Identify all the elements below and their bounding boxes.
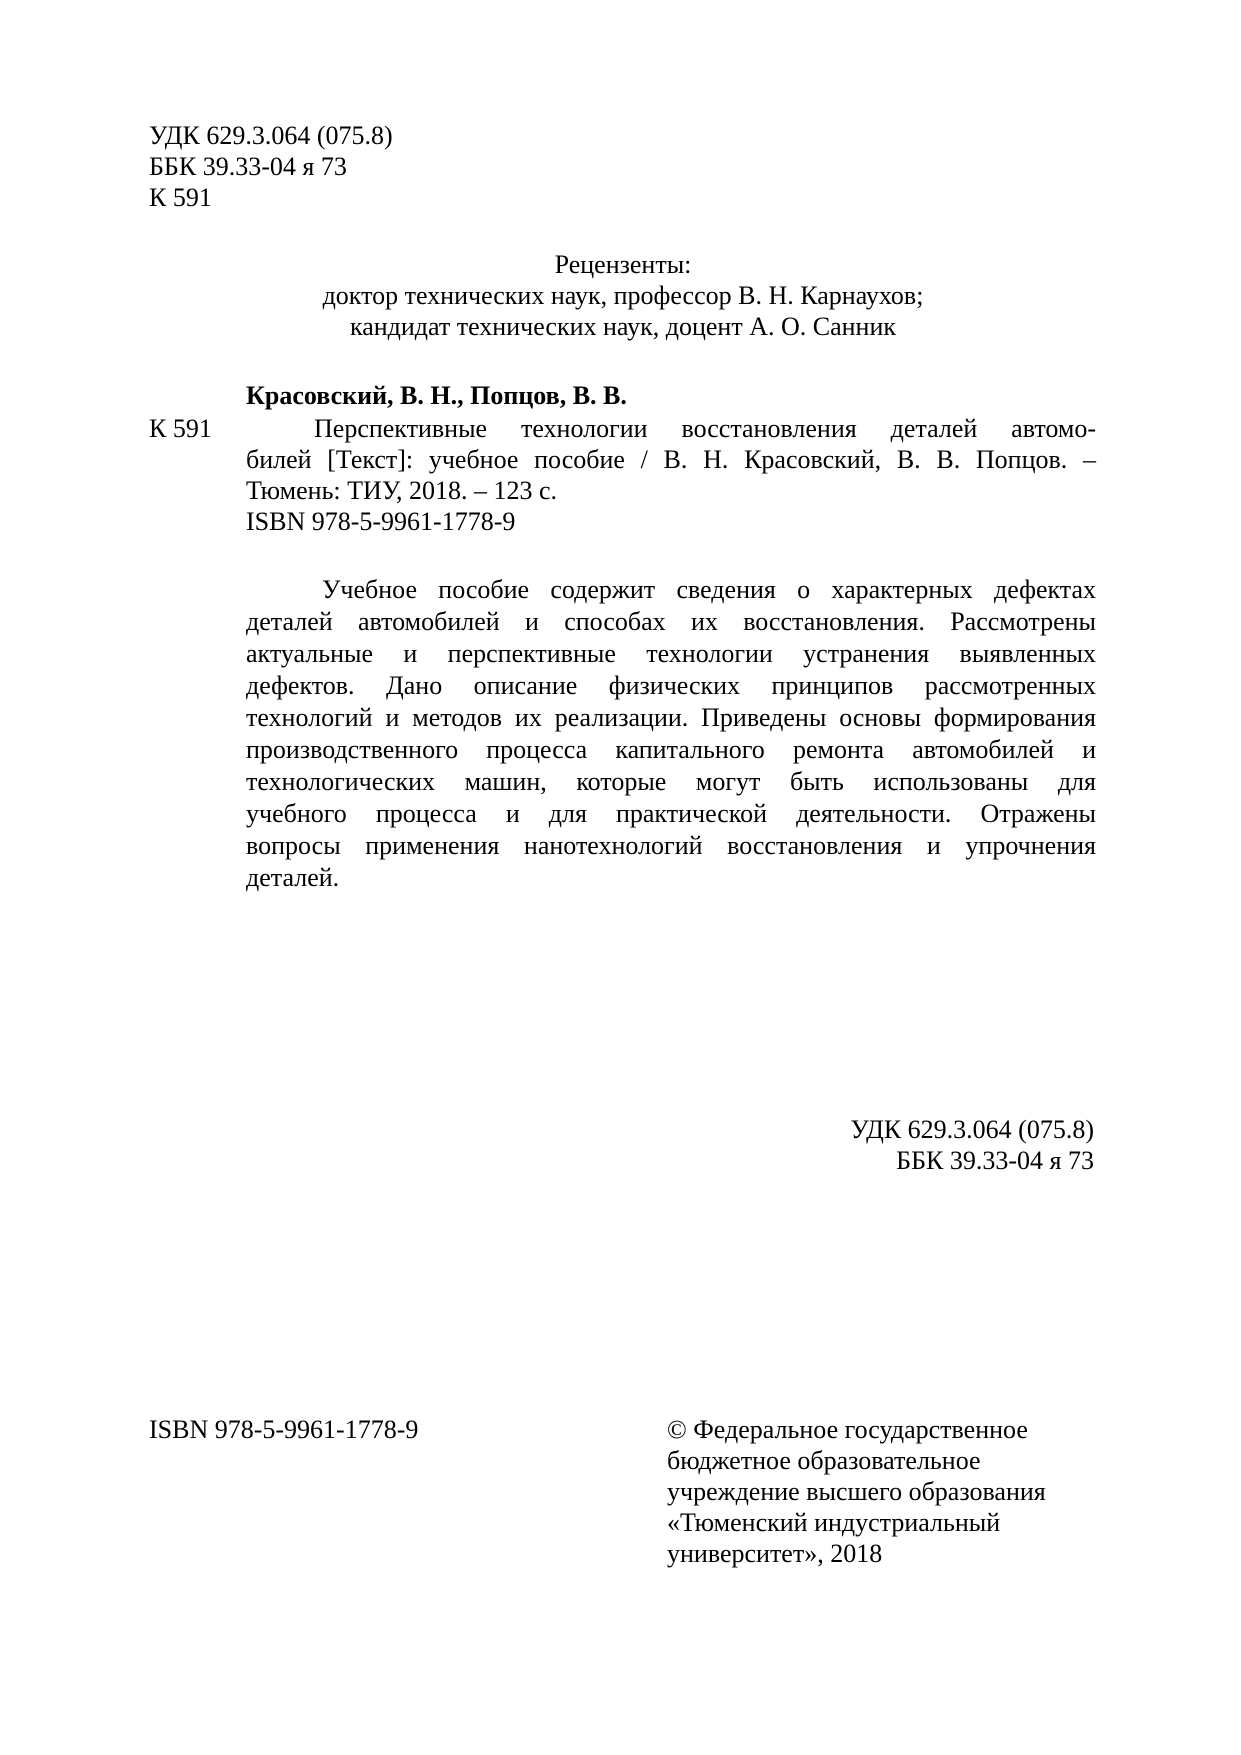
annotation-line: деталей. bbox=[246, 863, 340, 892]
reviewer-line: доктор технических наук, профессор В. Н. Карнаухов; bbox=[322, 281, 924, 310]
copyright-notice bbox=[667, 1414, 1046, 1569]
index-codes-right bbox=[850, 1114, 1094, 1176]
annotation-paragraph bbox=[246, 574, 1096, 894]
cutter-code: К 591 bbox=[149, 183, 212, 212]
bbk-code: ББК 39.33-04 я 73 bbox=[149, 152, 347, 181]
bib-isbn: ISBN 978-5-9961-1778-9 bbox=[246, 507, 516, 536]
bib-line: билей [Текст]: учебное пособие / В. Н. Красовский, В. В. Попцов. – bbox=[246, 445, 1096, 474]
bib-cutter-code: К 591 bbox=[149, 414, 212, 443]
bbk-code-right: ББК 39.33-04 я 73 bbox=[896, 1146, 1094, 1175]
copyright-line: университет», 2018 bbox=[667, 1539, 883, 1568]
reviewer-line: кандидат технических наук, доцент А. О. Санник bbox=[349, 312, 897, 341]
footer-isbn: ISBN 978-5-9961-1778-9 bbox=[149, 1415, 419, 1444]
udk-code: УДК 629.3.064 (075.8) bbox=[149, 121, 393, 150]
reviewers-block bbox=[149, 249, 1097, 342]
udk-code-right: УДК 629.3.064 (075.8) bbox=[850, 1115, 1094, 1144]
classification-block bbox=[149, 120, 393, 213]
annotation-line: актуальные и перспективные технологии устранения выявленных bbox=[246, 639, 1096, 668]
annotation-line: дефектов. Дано описание физических принципов рассмотренных bbox=[246, 671, 1096, 700]
annotation-line: деталей автомобилей и способах их восстановления. Рассмотрены bbox=[246, 607, 1096, 636]
reviewers-heading: Рецензенты: bbox=[554, 250, 692, 279]
bib-line: Тюмень: ТИУ, 2018. – 123 с. bbox=[246, 476, 558, 505]
copyright-line: учреждение высшего образования bbox=[667, 1477, 1046, 1506]
bibliographic-description bbox=[246, 413, 1096, 537]
annotation-line: учебного процесса и для практической деятельности. Отражены bbox=[246, 799, 1096, 828]
copyright-line: «Тюменский индустриальный bbox=[667, 1508, 1001, 1537]
copyright-line: © Федеральное государственное bbox=[667, 1415, 1028, 1444]
annotation-line: вопросы применения нанотехнологий восстановления и упрочнения bbox=[246, 831, 1096, 860]
annotation-line: технологических машин, которые могут быть использованы для bbox=[246, 767, 1096, 796]
annotation-line: технологий и методов их реализации. Приведены основы формирования bbox=[246, 703, 1096, 732]
bib-line: Перспективные технологии восстановления деталей автомо- bbox=[314, 414, 1096, 443]
annotation-line: производственного процесса капитального ремонта автомобилей и bbox=[246, 735, 1096, 764]
copyright-line: бюджетное образовательное bbox=[667, 1446, 981, 1475]
annotation-line: Учебное пособие содержит сведения о характерных дефектах bbox=[322, 575, 1096, 604]
authors: Красовский, В. Н., Попцов, В. В. bbox=[246, 381, 627, 410]
